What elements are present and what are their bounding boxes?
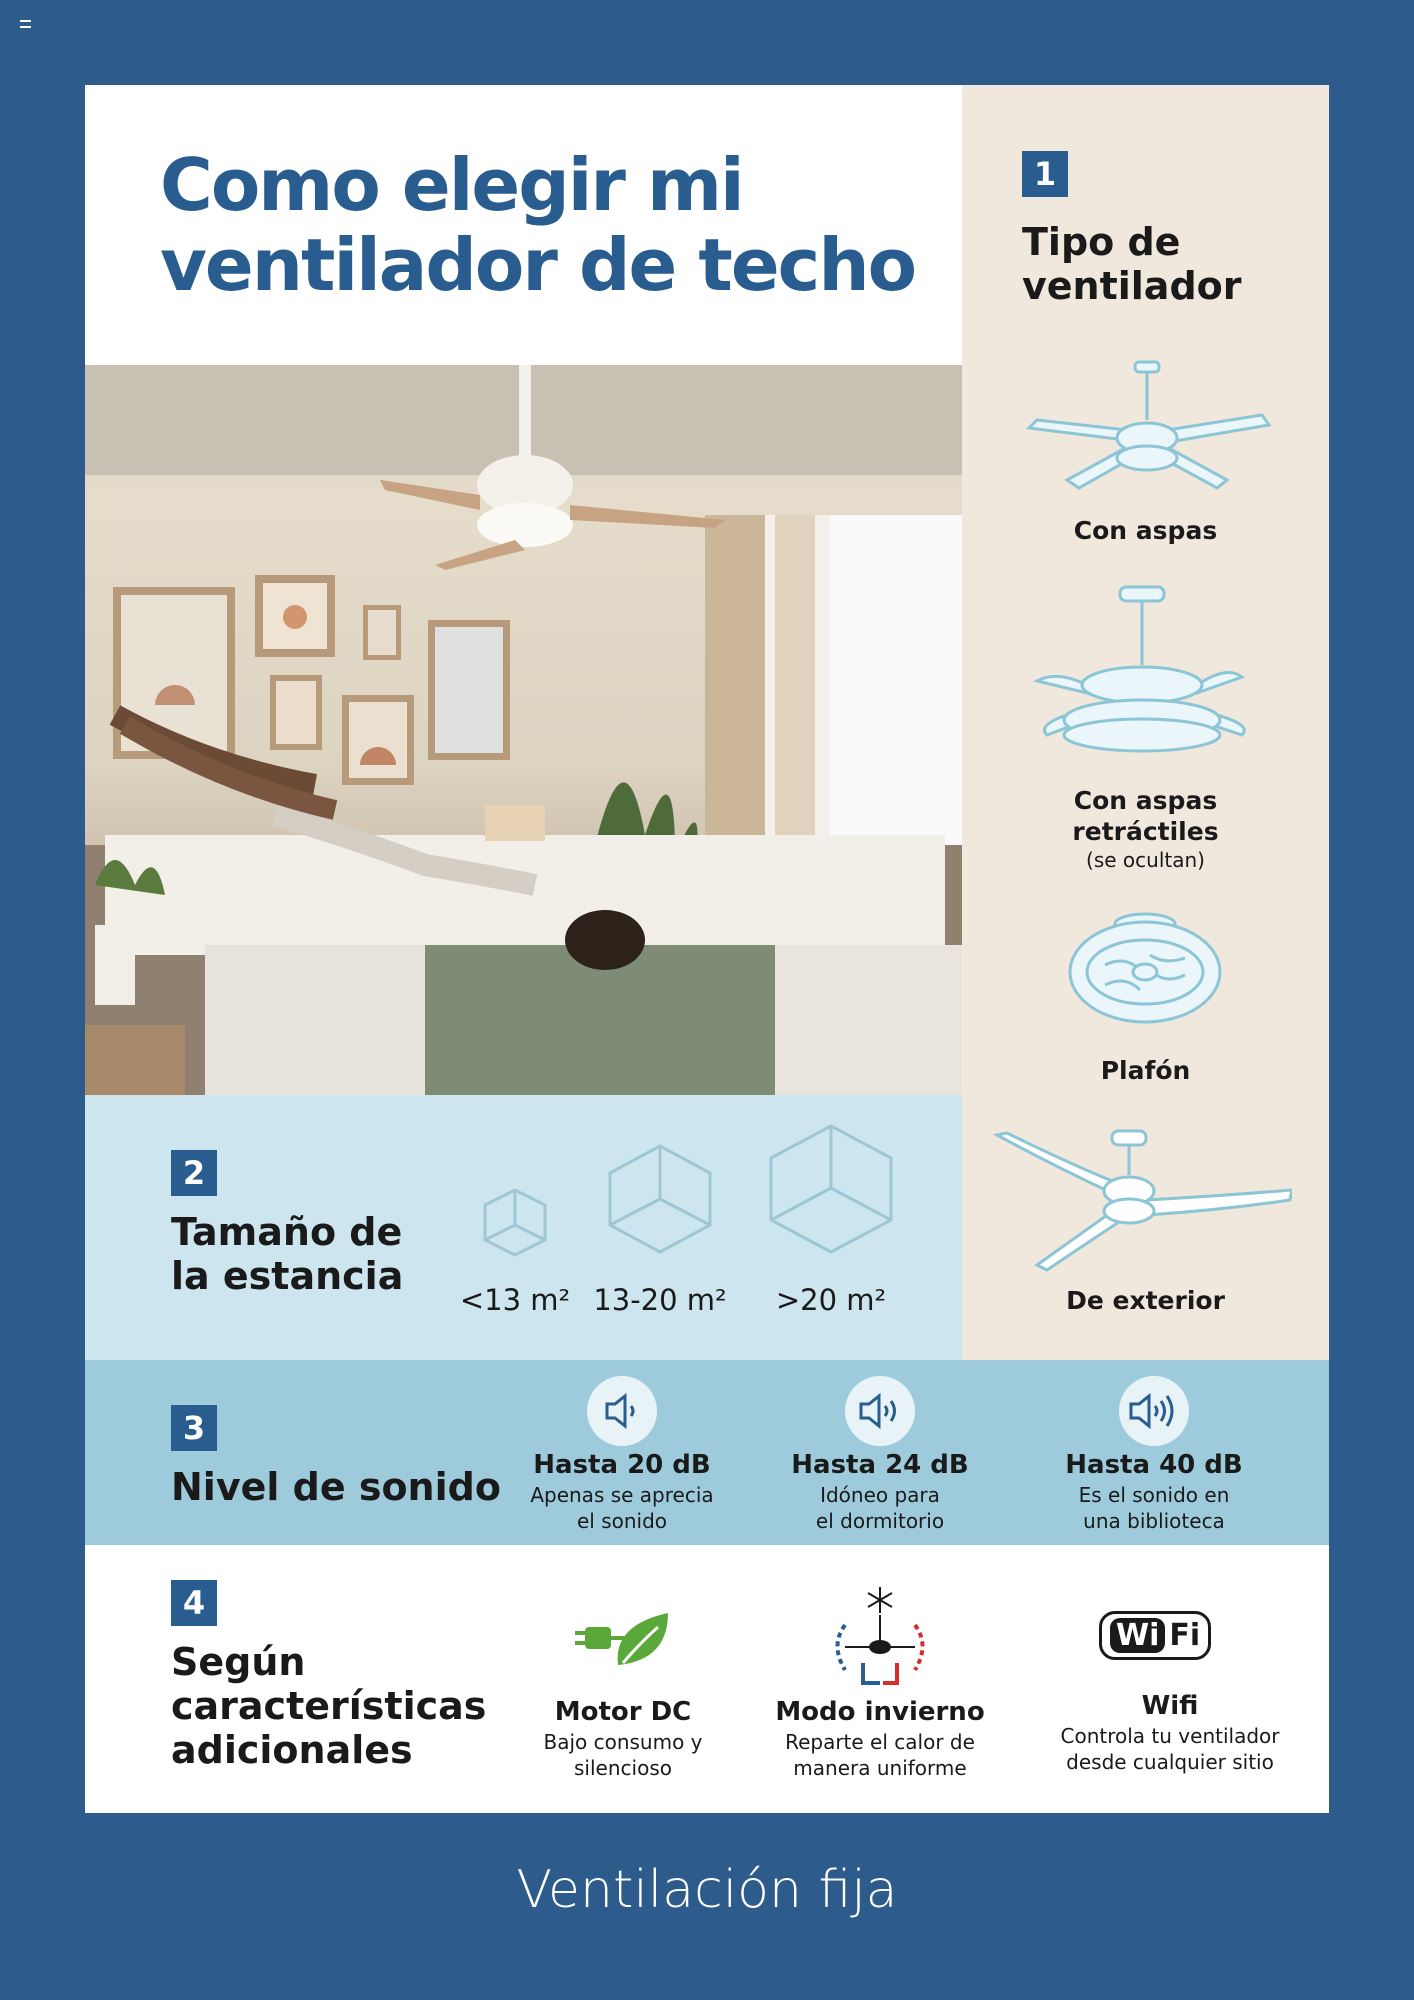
sound-level-title-3: Hasta 40 dB bbox=[1065, 1450, 1243, 1480]
feature-title-3: Wifi bbox=[1141, 1691, 1199, 1721]
sound-level-title-1: Hasta 20 dB bbox=[533, 1450, 711, 1480]
step-1-title-line-2: ventilador bbox=[1022, 264, 1242, 308]
step-2-title-line-2: la estancia bbox=[171, 1254, 404, 1298]
room-size-label-2: 13-20 m² bbox=[593, 1283, 727, 1317]
large-room-cube-icon bbox=[768, 1123, 894, 1255]
step-1-badge: 1 bbox=[1022, 151, 1068, 197]
sound-level-desc-2 bbox=[765, 1482, 995, 1534]
fan-type-label-3: Plafón bbox=[1100, 1056, 1191, 1085]
step-4-title-line-3: adicionales bbox=[171, 1728, 413, 1772]
sound-level-desc-2-line-2: el dormitorio bbox=[815, 1509, 945, 1533]
feature-title-2: Modo invierno bbox=[775, 1697, 985, 1727]
fan-type-panel bbox=[962, 85, 1329, 1360]
step-2-title bbox=[171, 1210, 403, 1298]
feature-desc-1 bbox=[503, 1729, 743, 1781]
sound-level-title-2: Hasta 24 dB bbox=[791, 1450, 969, 1480]
feature-desc-2 bbox=[755, 1729, 1005, 1781]
wifi-logo-icon bbox=[1099, 1611, 1211, 1660]
sound-level-section bbox=[85, 1360, 1329, 1545]
step-2-title-line-1: Tamaño de bbox=[171, 1210, 403, 1254]
step-3-badge: 3 bbox=[171, 1405, 217, 1451]
room-size-section bbox=[85, 1095, 962, 1360]
speaker-low-icon bbox=[587, 1376, 657, 1446]
wifi-logo-left: Wi bbox=[1110, 1618, 1165, 1653]
sound-level-desc-3-line-2: una biblioteca bbox=[1083, 1509, 1225, 1533]
bedroom-scene-icon bbox=[85, 365, 962, 1095]
step-4-title-line-1: Según bbox=[171, 1640, 306, 1684]
speaker-medium-icon bbox=[845, 1376, 915, 1446]
fan-type-label-4: De exterior bbox=[1066, 1286, 1225, 1315]
fan-type-sublabel-2: (se ocultan) bbox=[1086, 848, 1205, 872]
sound-level-desc-1 bbox=[507, 1482, 737, 1534]
medium-room-cube-icon bbox=[607, 1143, 713, 1255]
sound-level-desc-2-line-1: Idóneo para bbox=[820, 1483, 940, 1507]
step-3-title: Nivel de sonido bbox=[171, 1465, 501, 1509]
step-4-title-line-2: características bbox=[171, 1684, 487, 1728]
small-room-cube-icon bbox=[480, 1185, 550, 1257]
title-line-1: Como elegir mi bbox=[160, 143, 743, 227]
bladed-fan-icon bbox=[1017, 360, 1277, 500]
speaker-high-icon bbox=[1119, 1376, 1189, 1446]
infographic-card bbox=[85, 85, 1329, 1813]
fan-type-label-2-line-2: retráctiles bbox=[1072, 817, 1219, 846]
room-size-label-1: <13 m² bbox=[459, 1283, 571, 1317]
feature-title-1: Motor DC bbox=[554, 1697, 692, 1727]
feature-desc-1-line-1: Bajo consumo y bbox=[543, 1730, 703, 1754]
feature-desc-3 bbox=[1035, 1723, 1305, 1775]
ceiling-light-fan-icon bbox=[1065, 910, 1225, 1030]
eco-plug-leaf-icon bbox=[573, 1605, 673, 1675]
feature-desc-2-line-1: Reparte el calor de bbox=[785, 1730, 975, 1754]
page-title bbox=[160, 145, 940, 305]
sound-level-desc-1-line-2: el sonido bbox=[576, 1509, 668, 1533]
retractable-fan-icon bbox=[1027, 585, 1257, 760]
wifi-logo-right: Fi bbox=[1169, 1618, 1201, 1653]
step-1-title-line-1: Tipo de bbox=[1022, 220, 1181, 264]
step-4-badge: 4 bbox=[171, 1580, 217, 1626]
feature-desc-3-line-2: desde cualquier sitio bbox=[1066, 1750, 1274, 1774]
room-size-label-3: >20 m² bbox=[775, 1283, 887, 1317]
winter-mode-icon bbox=[825, 1585, 935, 1690]
title-line-2: ventilador de techo bbox=[160, 223, 916, 307]
sound-level-desc-3 bbox=[1039, 1482, 1269, 1534]
menu-icon[interactable] bbox=[20, 20, 31, 28]
sound-level-desc-3-line-1: Es el sonido en bbox=[1078, 1483, 1230, 1507]
step-1-title bbox=[1022, 220, 1242, 308]
outdoor-fan-icon bbox=[992, 1125, 1292, 1275]
fan-type-label-1: Con aspas bbox=[1073, 516, 1218, 545]
fan-type-label-2-line-1: Con aspas bbox=[1073, 786, 1218, 815]
bedroom-photo bbox=[85, 365, 962, 1095]
feature-desc-2-line-2: manera uniforme bbox=[793, 1756, 967, 1780]
footer-title: Ventilación fija bbox=[516, 1860, 898, 1920]
fan-type-label-2 bbox=[962, 785, 1329, 847]
step-4-title bbox=[171, 1640, 486, 1772]
step-2-badge: 2 bbox=[171, 1150, 217, 1196]
feature-desc-1-line-2: silencioso bbox=[574, 1756, 672, 1780]
feature-desc-3-line-1: Controla tu ventilador bbox=[1060, 1724, 1280, 1748]
sound-level-desc-1-line-1: Apenas se aprecia bbox=[530, 1483, 714, 1507]
